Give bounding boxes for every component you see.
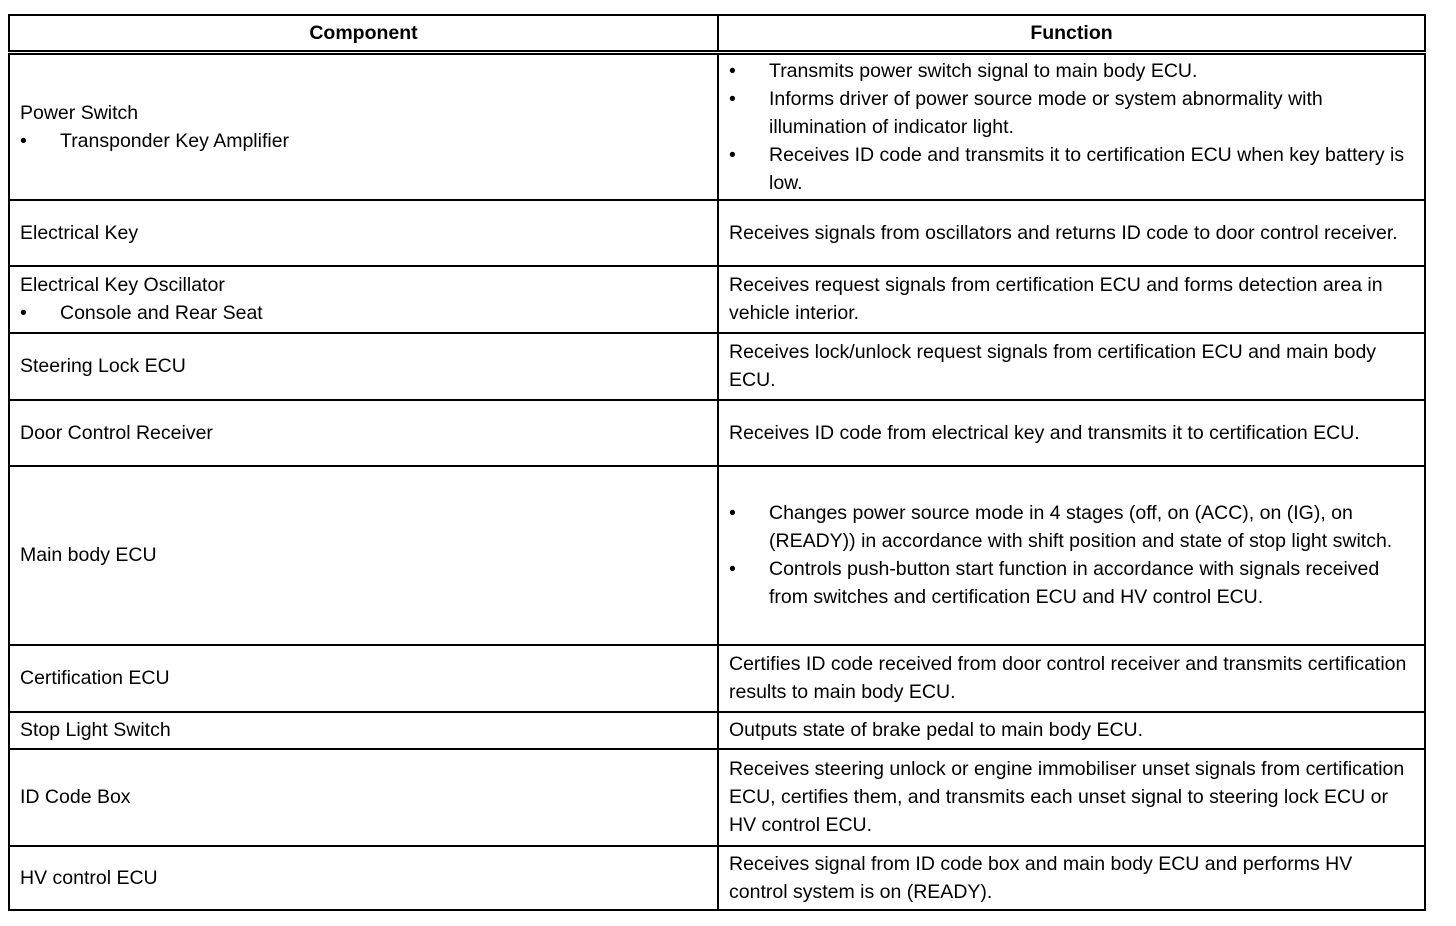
header-component: Component xyxy=(9,15,718,53)
function-cell xyxy=(718,400,1425,466)
function-cell xyxy=(718,645,1425,712)
function-bullet: • Transmits power switch signal to main body ECU. xyxy=(729,57,1414,85)
component-name: Power Switch xyxy=(20,101,139,124)
table-row xyxy=(9,712,1425,749)
function-bullet: • Changes power source mode in 4 stages (off, on (ACC), on (IG), on (READY)) in accordance with shift position and state of stop light switch. xyxy=(729,499,1414,555)
function-cell xyxy=(718,846,1425,910)
function-cell xyxy=(718,749,1425,846)
function-text: Receives signal from ID code box and main body ECU and performs HV control system is on (READY). xyxy=(729,852,1353,903)
component-name: Door Control Receiver xyxy=(20,421,213,444)
component-cell xyxy=(9,466,718,645)
table-row xyxy=(9,53,1425,200)
function-bullet: • Informs driver of power source mode or system abnormality with illumination of indicator light. xyxy=(729,85,1414,141)
component-name: Certification ECU xyxy=(20,667,170,689)
component-cell xyxy=(9,712,718,749)
component-name: ID Code Box xyxy=(20,786,131,808)
component-name: Main body ECU xyxy=(20,544,157,566)
function-text: Receives ID code from electrical key and transmits it to certification ECU. xyxy=(729,421,1360,444)
component-name: Stop Light Switch xyxy=(20,719,171,741)
component-name: Steering Lock ECU xyxy=(20,355,186,377)
function-bullet: • Controls push-button start function in accordance with signals received from switches and certification ECU and HV control ECU. xyxy=(729,555,1414,611)
component-cell xyxy=(9,266,718,333)
component-cell xyxy=(9,749,718,846)
component-name: HV control ECU xyxy=(20,866,158,889)
table-row xyxy=(9,266,1425,333)
component-cell xyxy=(9,400,718,466)
component-cell xyxy=(9,200,718,266)
component-sub-item: • Transponder Key Amplifier xyxy=(20,127,707,155)
function-cell xyxy=(718,712,1425,749)
function-cell xyxy=(718,466,1425,645)
table-row xyxy=(9,846,1425,910)
header-function: Function xyxy=(718,15,1425,53)
table-row xyxy=(9,200,1425,266)
function-cell xyxy=(718,266,1425,333)
component-function-table xyxy=(8,14,1426,911)
table-row xyxy=(9,749,1425,846)
table-row xyxy=(9,400,1425,466)
table-row xyxy=(9,645,1425,712)
function-text: Receives request signals from certification ECU and forms detection area in vehicle interior. xyxy=(729,274,1383,324)
table-row xyxy=(9,466,1425,645)
function-cell xyxy=(718,53,1425,200)
component-cell xyxy=(9,645,718,712)
table-row xyxy=(9,333,1425,400)
function-cell xyxy=(718,200,1425,266)
component-cell xyxy=(9,53,718,200)
function-text: Receives signals from oscillators and returns ID code to door control receiver. xyxy=(729,221,1398,244)
function-text: Outputs state of brake pedal to main body ECU. xyxy=(729,719,1144,741)
header-row xyxy=(9,15,1425,53)
component-cell xyxy=(9,846,718,910)
component-sub-item: • Console and Rear Seat xyxy=(20,299,707,327)
component-name: Electrical Key Oscillator xyxy=(20,274,225,296)
function-bullet: • Receives ID code and transmits it to certification ECU when key battery is low. xyxy=(729,141,1414,197)
function-text: Certifies ID code received from door control receiver and transmits certification results to main body ECU. xyxy=(729,653,1407,703)
component-cell xyxy=(9,333,718,400)
function-text: Receives lock/unlock request signals from certification ECU and main body ECU. xyxy=(729,341,1377,391)
function-cell xyxy=(718,333,1425,400)
function-text: Receives steering unlock or engine immobiliser unset signals from certification ECU, certifies them, and transmits each unset signal to steering lock ECU or HV control ECU. xyxy=(729,758,1405,836)
component-name: Electrical Key xyxy=(20,221,139,244)
